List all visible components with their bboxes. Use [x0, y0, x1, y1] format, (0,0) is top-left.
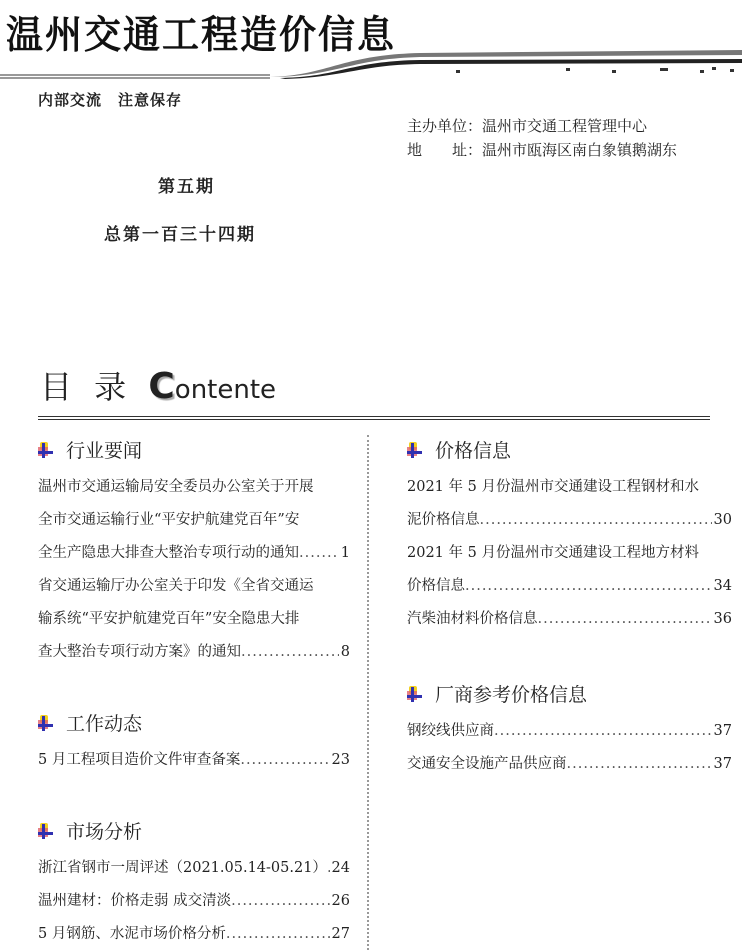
- page-number: 37: [713, 756, 732, 772]
- entry-line: [407, 537, 732, 570]
- entry-line: [407, 748, 732, 781]
- toc-entry[interactable]: [38, 885, 350, 918]
- entry-text: 浙江省钢市一周评述（2021.05.14-05.21）: [38, 860, 327, 876]
- toc-section: [38, 817, 350, 950]
- section-heading: [407, 436, 732, 463]
- bullet-icon: [38, 823, 54, 839]
- toc-section: [407, 436, 732, 636]
- masthead-swoosh-decoration: [0, 45, 742, 80]
- entry-text: 钢绞线供应商: [407, 723, 494, 739]
- toc-entry[interactable]: [38, 918, 350, 950]
- entry-line: [407, 603, 732, 636]
- dot-leader: [231, 885, 329, 918]
- page-number: 36: [713, 611, 732, 627]
- entry-text: 温州市交通运输局安全委员办公室关于开展: [38, 479, 314, 495]
- dot-leader: [240, 744, 329, 777]
- entry-text: 5 月钢筋、水泥市场价格分析: [38, 926, 226, 942]
- entry-line: [38, 471, 350, 504]
- toc-right-column: [407, 436, 732, 781]
- section-entries: [407, 715, 732, 781]
- dot-leader: [327, 852, 330, 885]
- entry-text: 省交通运输厅办公室关于印发《全省交通运: [38, 578, 314, 594]
- toc-heading: [40, 362, 276, 408]
- toc-heading-en: ontente: [174, 375, 277, 405]
- section-heading: [407, 680, 732, 707]
- entry-line: [407, 715, 732, 748]
- page-number: 37: [713, 723, 732, 739]
- dot-leader: [494, 715, 712, 748]
- page-number: 30: [713, 512, 732, 528]
- section-entries: [407, 471, 732, 636]
- dot-leader: [567, 748, 712, 781]
- entry-line: [407, 504, 732, 537]
- page-number: 8: [340, 644, 350, 660]
- toc-entry[interactable]: [407, 715, 732, 748]
- toc-entry[interactable]: [38, 471, 350, 570]
- masthead-title: 温州交通工程造价信息: [6, 12, 396, 58]
- issue-number: 第五期: [158, 177, 215, 197]
- dot-leader: [299, 537, 339, 570]
- entry-text: 全生产隐患大排查大整治专项行动的通知: [38, 545, 299, 561]
- entry-line: [38, 885, 350, 918]
- bullet-icon: [38, 715, 54, 731]
- entry-text: 2021 年 5 月份温州市交通建设工程钢材和水: [407, 479, 699, 495]
- bullet-icon: [38, 442, 54, 458]
- divider: [38, 419, 710, 420]
- page-number: 27: [331, 926, 350, 942]
- entry-line: [38, 603, 350, 636]
- toc-heading-initial: C: [148, 366, 175, 407]
- toc-entry[interactable]: [407, 537, 732, 603]
- entry-text: 价格信息: [407, 578, 465, 594]
- entry-text: 交通安全设施产品供应商: [407, 756, 567, 772]
- section-heading: [38, 817, 350, 844]
- dot-leader: [241, 636, 339, 669]
- page-number: 1: [340, 545, 350, 561]
- toc-entry[interactable]: [38, 744, 350, 777]
- entry-text: 全市交通运输行业“平安护航建党百年”安: [38, 512, 300, 528]
- entry-text: 汽柴油材料价格信息: [407, 611, 538, 627]
- toc-section: [407, 680, 732, 781]
- section-entries: [38, 744, 350, 777]
- entry-text: 2021 年 5 月份温州市交通建设工程地方材料: [407, 545, 699, 561]
- entry-line: [407, 570, 732, 603]
- entry-line: [407, 471, 732, 504]
- entry-text: 输系统“平安护航建党百年”安全隐患大排: [38, 611, 300, 627]
- entry-text: 查大整治专项行动方案》的通知: [38, 644, 241, 660]
- section-entries: [38, 852, 350, 950]
- section-title: 市场分析: [66, 821, 143, 843]
- organizer: 主办单位：温州市交通工程管理中心: [407, 117, 648, 135]
- address: 地 址：温州市瓯海区南白象镇鹅湖东: [407, 141, 678, 159]
- toc-entry[interactable]: [38, 570, 350, 669]
- dot-leader: [480, 504, 712, 537]
- page-number: 26: [331, 893, 350, 909]
- section-title: 工作动态: [66, 713, 143, 735]
- column-separator: [367, 435, 369, 950]
- toc-entry[interactable]: [407, 748, 732, 781]
- internal-note: 内部交流 注意保存: [38, 91, 183, 109]
- section-entries: [38, 471, 350, 669]
- entry-text: 泥价格信息: [407, 512, 480, 528]
- total-issue-number: 总第一百三十四期: [104, 225, 256, 245]
- page-number: 24: [331, 860, 350, 876]
- entry-text: 温州建材：价格走弱 成交清淡: [38, 893, 232, 909]
- entry-line: [38, 537, 350, 570]
- section-title: 行业要闻: [66, 440, 143, 462]
- page-number: 34: [713, 578, 732, 594]
- entry-text: 5 月工程项目造价文件审查备案: [38, 752, 241, 768]
- entry-line: [38, 744, 350, 777]
- dot-leader: [226, 918, 330, 950]
- section-heading: [38, 436, 350, 463]
- toc-section: [38, 709, 350, 777]
- toc-entry[interactable]: [38, 852, 350, 885]
- entry-line: [38, 504, 350, 537]
- section-heading: [38, 709, 350, 736]
- entry-line: [38, 570, 350, 603]
- entry-line: [38, 918, 350, 950]
- bullet-icon: [407, 686, 423, 702]
- toc-heading-cn: 目 录: [40, 368, 133, 406]
- entry-line: [38, 852, 350, 885]
- dot-leader: [465, 570, 712, 603]
- page-number: 23: [331, 752, 350, 768]
- dot-leader: [538, 603, 712, 636]
- toc-section: [38, 436, 350, 669]
- divider: [38, 416, 710, 417]
- section-title: 价格信息: [435, 440, 512, 462]
- toc-left-column: [38, 436, 350, 950]
- bullet-icon: [407, 442, 423, 458]
- toc-entry[interactable]: [407, 471, 732, 537]
- section-title: 厂商参考价格信息: [435, 684, 588, 706]
- entry-line: [38, 636, 350, 669]
- toc-entry[interactable]: [407, 603, 732, 636]
